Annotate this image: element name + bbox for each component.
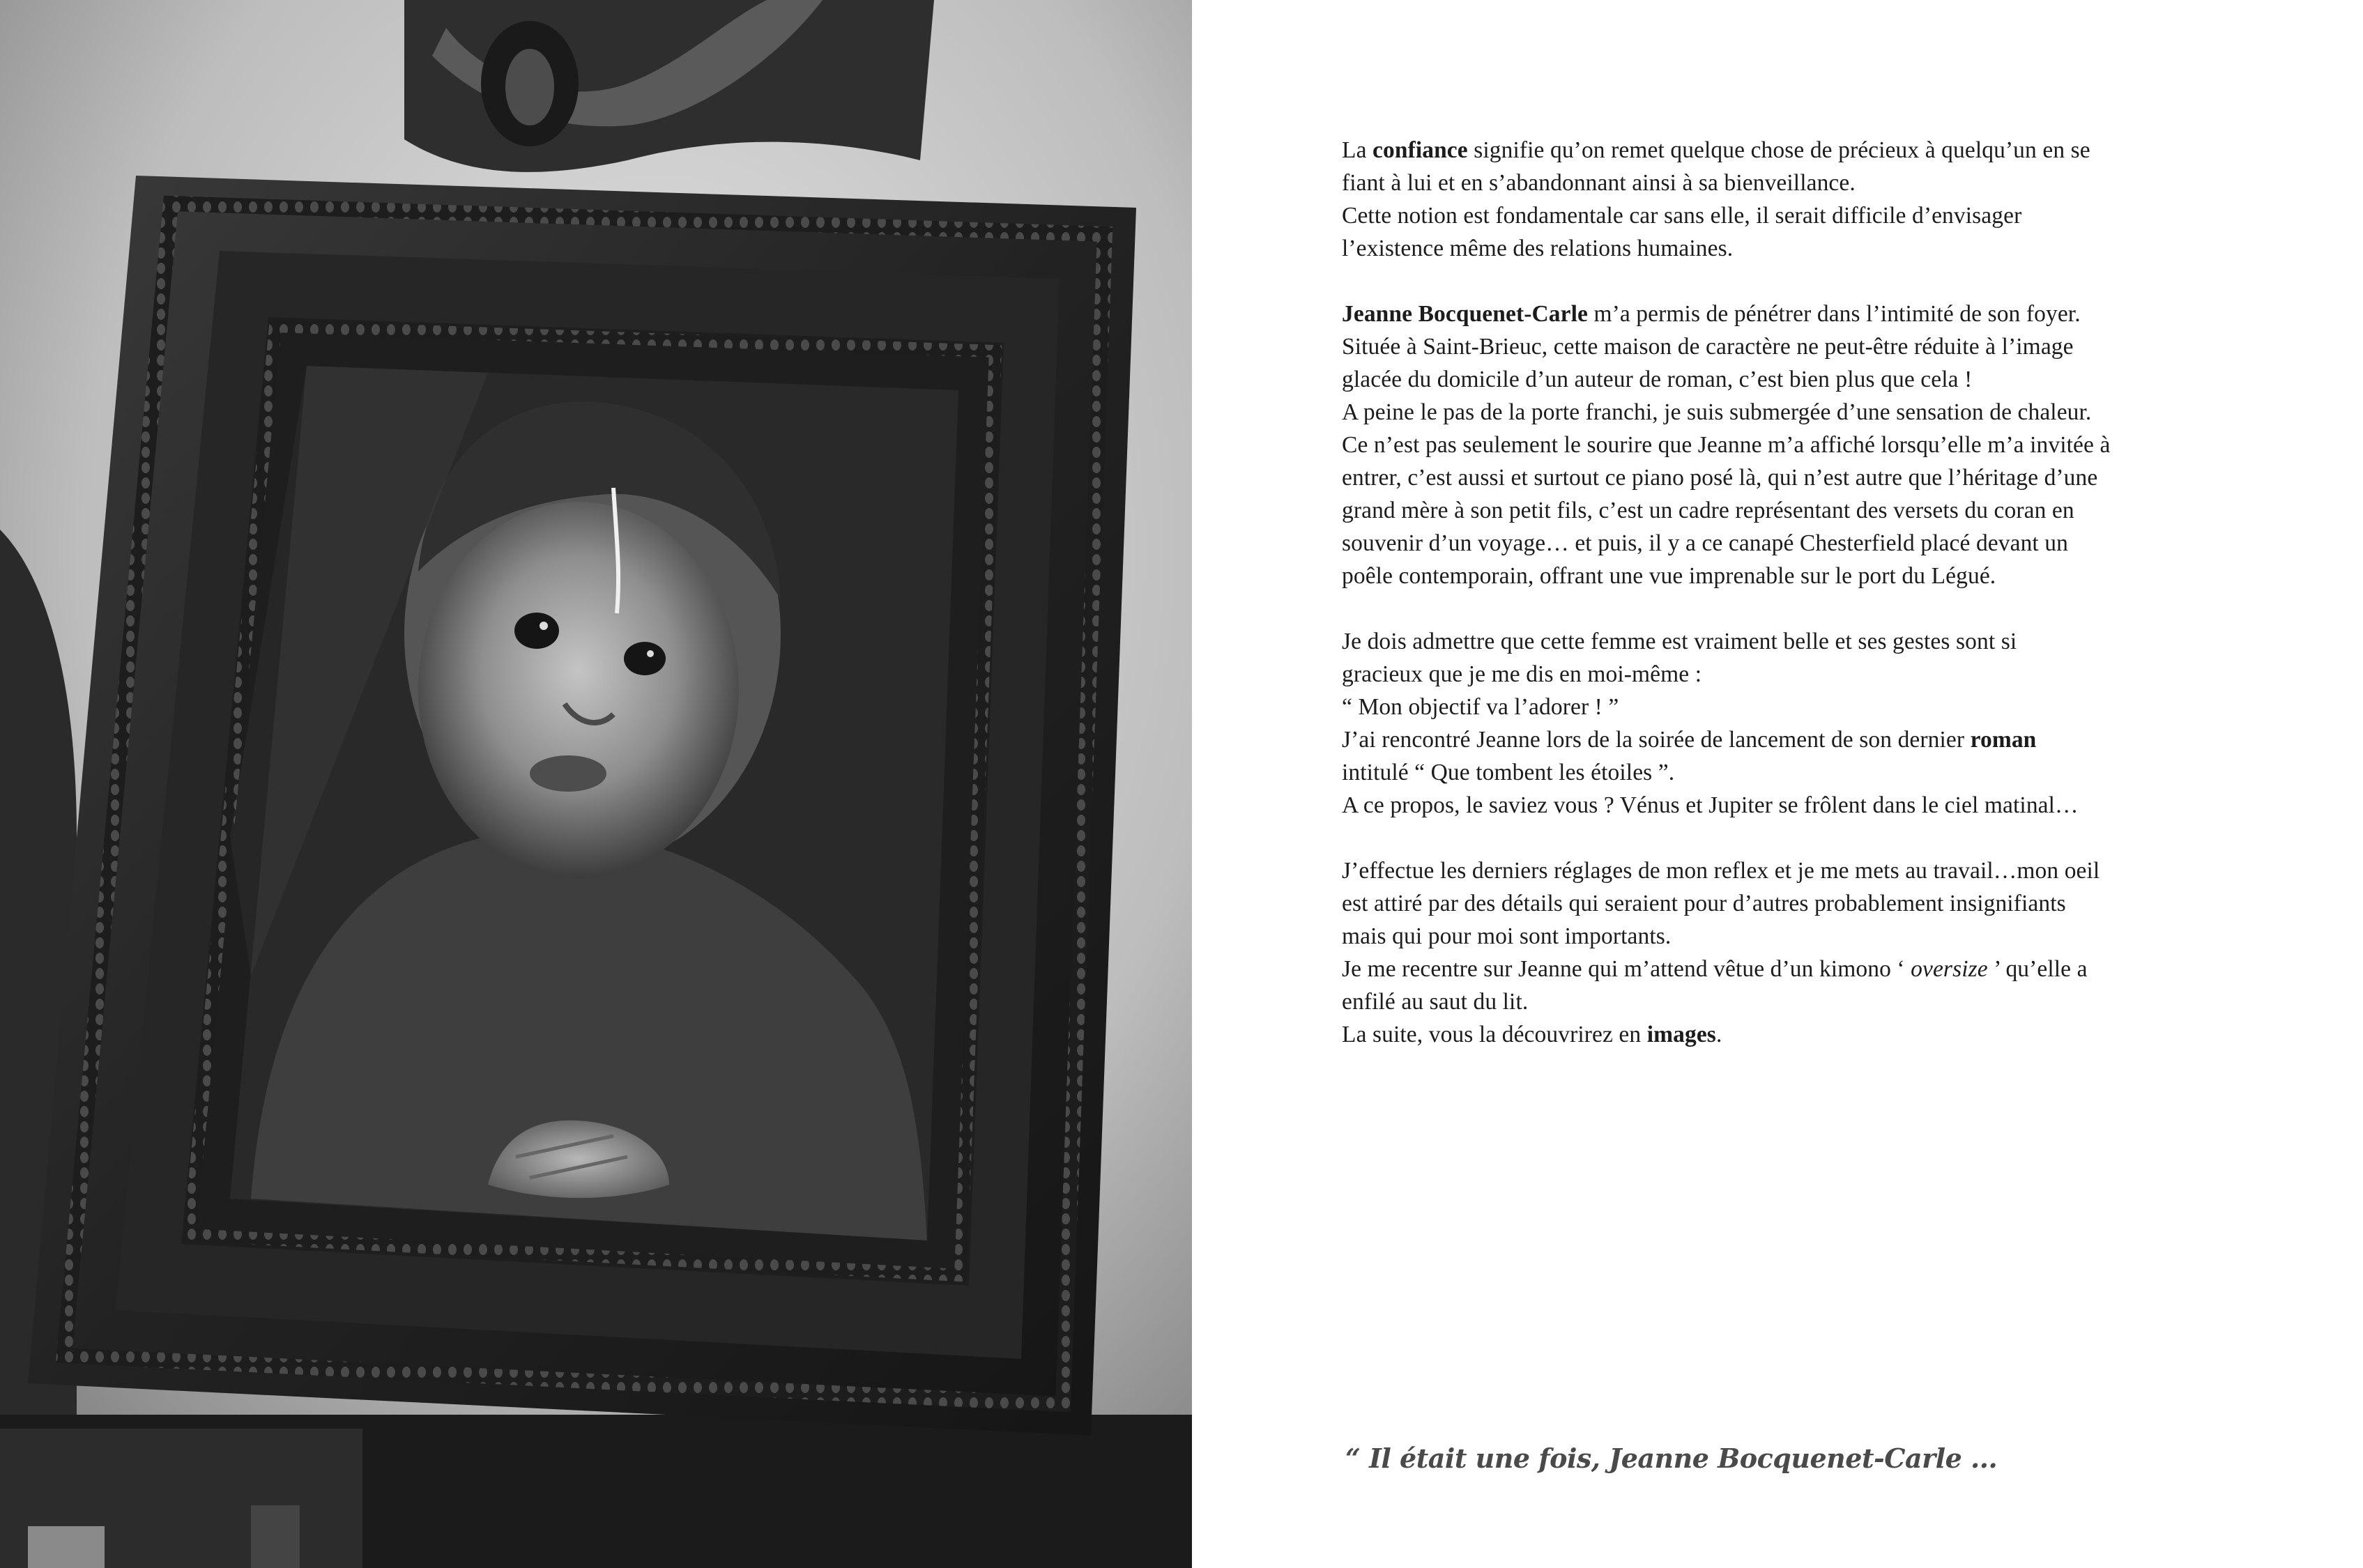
text-line: mais qui pour moi sont importants. <box>1342 923 1672 949</box>
text-line: enfilé au saut du lit. <box>1342 989 1529 1015</box>
paragraph-rencontre <box>1342 625 2269 822</box>
text-line: entrer, c’est aussi et surtout ce piano posé là, qui n’est autre que l’héritage d’une <box>1342 465 2098 491</box>
text-line: “ Mon objectif va l’adorer ! ” <box>1342 694 1619 720</box>
text-line: A ce propos, le saviez vous ? Vénus et Jupiter se frôlent dans le ciel matinal… <box>1342 792 2079 818</box>
text-line: grand mère à son petit fils, c’est un cadre représentant des versets du coran en <box>1342 498 2074 523</box>
author-name: Jeanne Bocquenet-Carle <box>1342 301 1588 327</box>
emphasis-roman: roman <box>1970 727 2037 753</box>
text-line: La suite, vous la découvrirez en images. <box>1342 1022 1722 1047</box>
text-line: A peine le pas de la porte franchi, je suis submergée d’une sensation de chaleur. <box>1342 399 2092 425</box>
text-line: intitulé “ Que tombent les étoiles ”. <box>1342 760 1675 785</box>
text-line: Cette notion est fondamentale car sans elle, il serait difficile d’envisager <box>1342 203 2022 229</box>
text-line: J’ai rencontré Jeanne lors de la soirée de lancement de son dernier roman <box>1342 727 2037 753</box>
text-line: fiant à lui et en s’abandonnant ainsi à sa bienveillance. <box>1342 170 1856 196</box>
text-line: poêle contemporain, offrant une vue imprenable sur le port du Légué. <box>1342 563 1996 589</box>
paragraph-travail <box>1342 854 2269 1051</box>
text-line: glacée du domicile d’un auteur de roman, c’est bien plus que cela ! <box>1342 367 1973 392</box>
paragraph-jeanne <box>1342 298 2269 592</box>
text-line: gracieux que je me dis en moi-même : <box>1342 661 1702 687</box>
text-line: l’existence même des relations humaines. <box>1342 236 1734 261</box>
text-line: est attiré par des détails qui seraient pour d’autres probablement insignifiants <box>1342 891 2066 916</box>
emphasis-confiance: confiance <box>1372 137 1468 163</box>
article-text <box>1342 134 2269 1084</box>
text-line: Située à Saint-Brieuc, cette maison de caractère ne peut-être réduite à l’image <box>1342 334 2074 360</box>
text-line: Ce n’est pas seulement le sourire que Jeanne m’a affiché lorsqu’elle m’a invitée à <box>1342 432 2111 458</box>
text-line: J’effectue les derniers réglages de mon reflex et je me mets au travail…mon oeil <box>1342 858 2100 884</box>
text-line: souvenir d’un voyage… et puis, il y a ce canapé Chesterfield placé devant un <box>1342 530 2069 556</box>
text-line: La confiance signifie qu’on remet quelque chose de précieux à quelqu’un en se <box>1342 137 2090 163</box>
text-line: Je dois admettre que cette femme est vraiment belle et ses gestes sont si <box>1342 629 2017 654</box>
text-line: Je me recentre sur Jeanne qui m’attend vêtue d’un kimono ‘ oversize ’ qu’elle a <box>1342 956 2088 982</box>
signature-caption: “ Il était une fois, Jeanne Bocquenet-Carle ... <box>1345 1443 1998 1474</box>
emphasis-oversize: oversize <box>1911 956 1988 982</box>
paragraph-confiance <box>1342 134 2269 265</box>
emphasis-images: images <box>1646 1022 1716 1047</box>
text-line: Jeanne Bocquenet-Carle m’a permis de pénétrer dans l’intimité de son foyer. <box>1342 301 2081 327</box>
